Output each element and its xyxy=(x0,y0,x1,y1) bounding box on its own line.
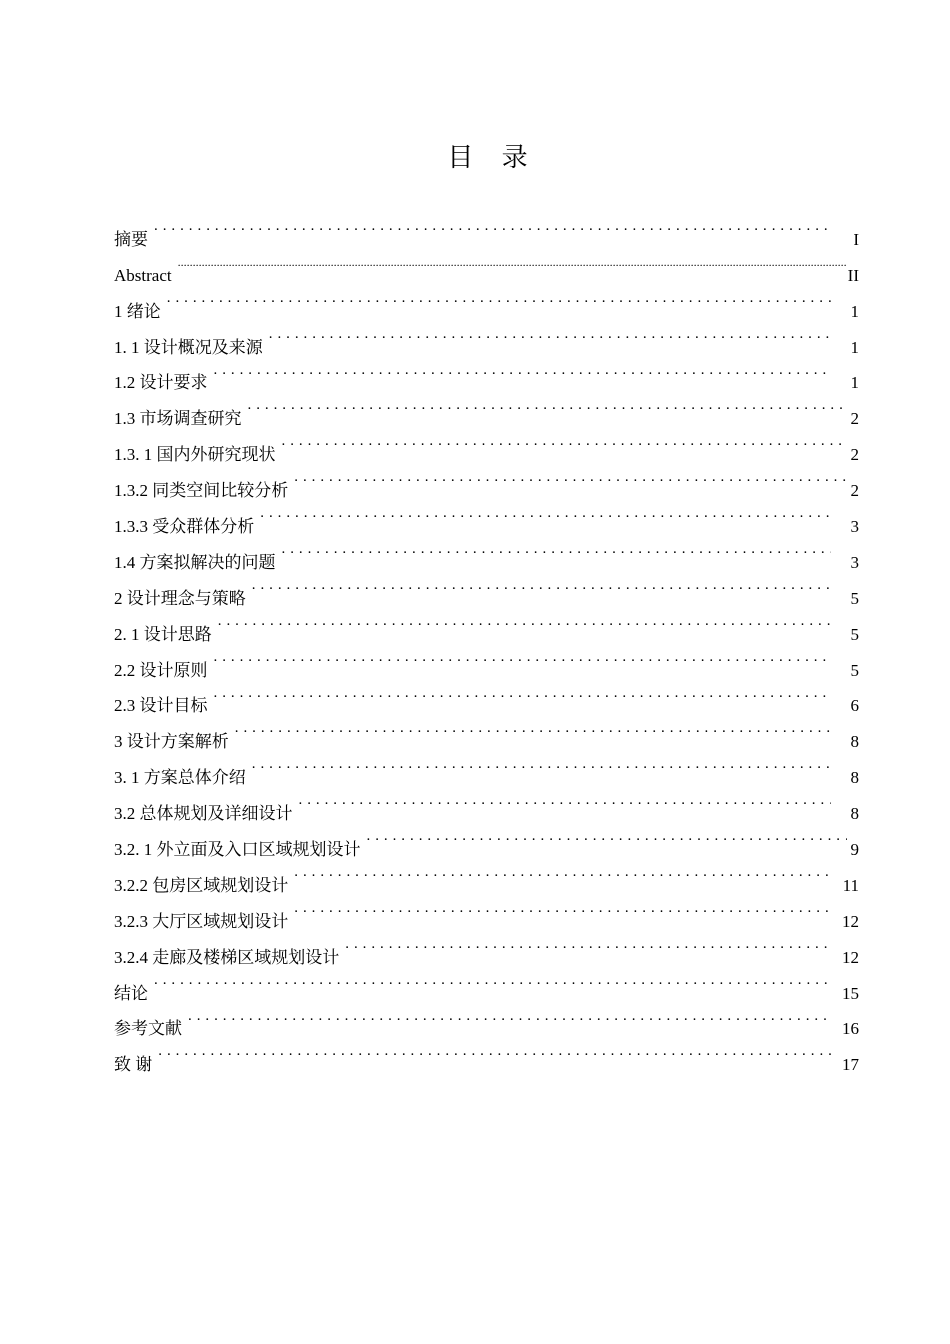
toc-entry-label: 1.3. 1 国内外研究现状 xyxy=(114,445,276,465)
toc-entry-label: 摘要 xyxy=(114,229,148,249)
toc-entry-page-number: 2 xyxy=(850,409,859,429)
toc-entry-label: 1.3.3 受众群体分析 xyxy=(114,517,255,537)
toc-entry[interactable] xyxy=(114,604,859,644)
toc-entry-label: 2.3 设计目标 xyxy=(114,696,208,716)
toc-dot-leader xyxy=(282,532,832,568)
toc-dot-leader xyxy=(218,604,831,640)
toc-entry[interactable] xyxy=(114,281,859,321)
toc-dot-leader xyxy=(252,568,831,604)
toc-dot-leader xyxy=(260,496,831,532)
toc-entry-label: 3 设计方案解析 xyxy=(114,732,229,752)
toc-entry-page-number: 3 xyxy=(850,517,859,537)
toc-dot-leader xyxy=(282,424,848,460)
toc-entry-label: 3.2 总体规划及详细设计 xyxy=(114,804,293,824)
toc-entry-page-number: 5 xyxy=(850,660,859,680)
toc-entry-page-number: 8 xyxy=(850,804,859,824)
toc-entry-page-number: 8 xyxy=(850,768,859,788)
toc-entry-page-number: 11 xyxy=(842,875,859,895)
toc-dot-leader xyxy=(214,640,832,676)
toc-entry[interactable] xyxy=(114,388,859,429)
page-title xyxy=(0,137,950,174)
toc-dot-leader xyxy=(252,747,831,783)
toc-entry-page-number: 12 xyxy=(842,911,859,931)
toc-entry[interactable] xyxy=(114,317,859,357)
toc-entry-page-number: 8 xyxy=(850,732,859,752)
toc-dot-leader xyxy=(269,317,831,353)
title-char: 录 xyxy=(501,143,528,174)
toc-dot-leader xyxy=(188,999,831,1035)
toc-entry-label: 1.2 设计要求 xyxy=(114,373,208,393)
toc-entry-page-number: 17 xyxy=(842,1055,859,1075)
toc-entry[interactable] xyxy=(114,999,859,1039)
toc-entry-label: 3.2. 1 外立面及入口区域规划设计 xyxy=(114,840,361,860)
toc-dot-leader xyxy=(248,388,848,424)
toc-entry-label: 参考文献 xyxy=(114,1019,182,1039)
table-of-contents xyxy=(114,209,859,1075)
toc-entry-label: 1.4 方案拟解决的问题 xyxy=(114,552,276,572)
toc-entry[interactable] xyxy=(114,353,859,393)
toc-dot-leader xyxy=(158,1034,831,1070)
toc-dot-leader xyxy=(367,819,848,855)
toc-entry-label: 3. 1 方案总体介绍 xyxy=(114,768,246,788)
toc-entry[interactable] xyxy=(114,711,859,752)
toc-entry-label: 3.2.3 大厅区域规划设计 xyxy=(114,911,289,931)
toc-dot-leader xyxy=(214,353,832,389)
toc-entry-page-number: II xyxy=(847,265,859,285)
toc-entry[interactable] xyxy=(114,963,859,1003)
toc-entry[interactable] xyxy=(114,209,859,249)
toc-entry-page-number: 6 xyxy=(850,696,859,716)
toc-entry-page-number: 15 xyxy=(842,983,859,1003)
toc-entry-page-number: 3 xyxy=(850,552,859,572)
toc-entry-page-number: 1 xyxy=(850,337,859,357)
toc-entry-label: 1.3.2 同类空间比较分析 xyxy=(114,481,289,501)
toc-dot-leader xyxy=(294,855,831,891)
toc-entry[interactable] xyxy=(114,1034,859,1075)
toc-dot-leader xyxy=(294,891,831,927)
toc-entry-label: 2 设计理念与策略 xyxy=(114,588,246,608)
toc-entry-page-number: 16 xyxy=(842,1019,859,1039)
toc-entry-label: 3.2.4 走廊及楼梯区域规划设计 xyxy=(114,947,340,967)
toc-dot-leader xyxy=(167,281,831,317)
toc-dot-leader xyxy=(178,245,847,281)
toc-entry-label: 致 谢 xyxy=(114,1055,153,1075)
toc-entry-page-number: 9 xyxy=(850,840,859,860)
toc-entry-page-number: I xyxy=(853,229,859,249)
toc-dot-leader xyxy=(154,963,831,999)
toc-entry-label: 1. 1 设计概况及来源 xyxy=(114,337,263,357)
toc-entry-page-number: 12 xyxy=(842,947,859,967)
toc-entry-page-number: 1 xyxy=(850,301,859,321)
toc-entry[interactable] xyxy=(114,245,859,285)
toc-entry-page-number: 1 xyxy=(850,373,859,393)
toc-dot-leader xyxy=(294,460,847,496)
toc-entry-label: Abstract xyxy=(114,265,172,285)
toc-dot-leader xyxy=(345,927,831,963)
toc-entry[interactable] xyxy=(114,676,859,716)
toc-entry-label: 3.2.2 包房区域规划设计 xyxy=(114,875,289,895)
toc-entry-label: 2. 1 设计思路 xyxy=(114,624,212,644)
toc-entry-page-number: 2 xyxy=(850,481,859,501)
toc-entry-page-number: 2 xyxy=(850,445,859,465)
toc-dot-leader xyxy=(235,711,831,747)
toc-entry[interactable] xyxy=(114,640,859,680)
toc-entry-label: 结论 xyxy=(114,983,148,1003)
toc-dot-leader xyxy=(214,676,832,712)
title-char: 目 xyxy=(447,143,474,174)
toc-entry-label: 1.3 市场调查研究 xyxy=(114,409,242,429)
toc-entry-page-number: 5 xyxy=(850,624,859,644)
toc-entry-page-number: 5 xyxy=(850,588,859,608)
toc-entry-label: 1 绪论 xyxy=(114,301,161,321)
toc-dot-leader xyxy=(299,783,832,819)
toc-entry-label: 2.2 设计原则 xyxy=(114,660,208,680)
toc-dot-leader xyxy=(154,209,831,245)
